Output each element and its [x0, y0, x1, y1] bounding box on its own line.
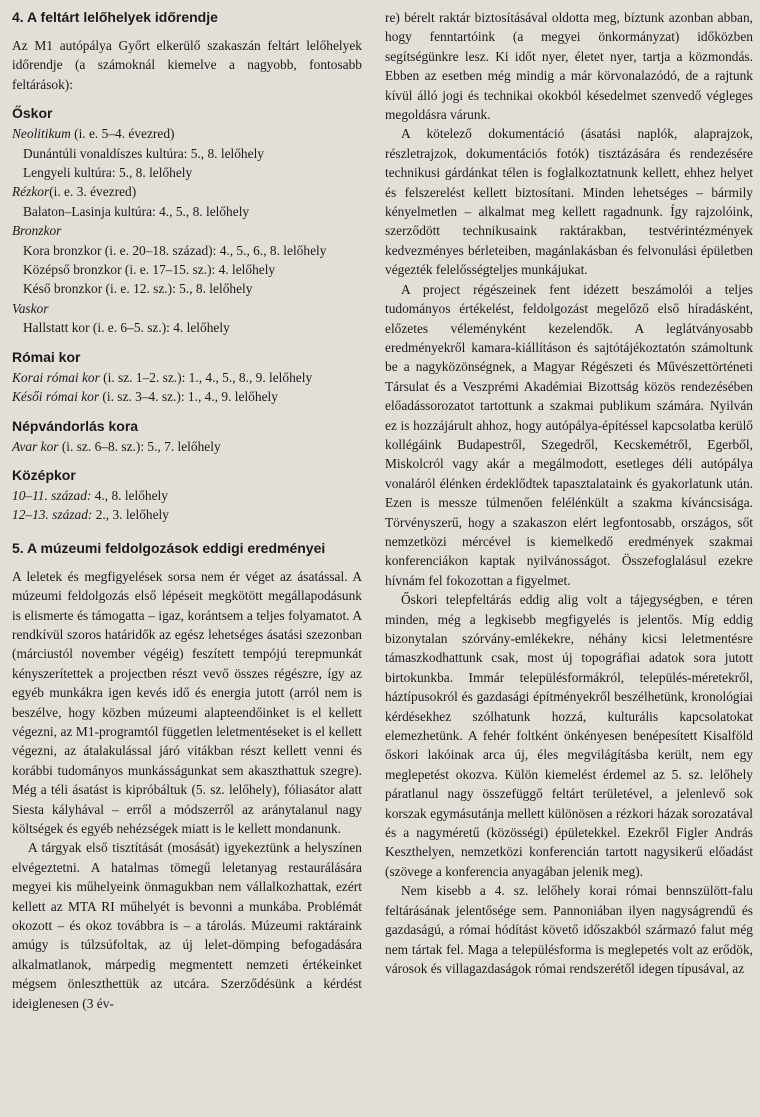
era-label: Korai római kor: [12, 369, 100, 385]
era-line: Avar kor (i. sz. 6–8. sz.): 5., 7. lelőhely: [12, 438, 221, 454]
culture-line: Késő bronzkor (i. e. 12. sz.): 5., 8. lelőhely: [23, 281, 253, 297]
era-label: 10–11. század:: [12, 487, 92, 503]
sec5-paragraph-2-cont: re) bérelt raktár biztosításával oldotta meg, bíztunk azonban abban, hogy fenntartóink (a megyei önkormányzat) időközben segítségünkre lesz. Ki időt nyer, életet nyer, tartja a közmondás. Ebben az esetben még mindig a már körvonalazódó, de a rajtunk kívül álló jogi és technikai okokból késedelmet szenvedő végleges megoldásra várunk.: [385, 10, 753, 123]
culture-line: Kora bronzkor (i. e. 20–18. század): 4., 5., 6., 8. lelőhely: [23, 242, 327, 258]
sec5-paragraph-6: Nem kisebb a 4. sz. lelőhely korai római bennszülött-falu feltárásának jelentősége sem. Pannoniában ilyen nagyságrendű és gazdaságú, a római hódítást követő időszakból származó falut még nem tártak fel. Maga a településforma is meglepetés volt az erődök, városok és villagazdaságok római rendszerétől idegen típusával, az: [385, 883, 753, 976]
culture-line: Középső bronzkor (i. e. 17–15. sz.): 4. lelőhely: [23, 262, 276, 278]
era-line: Neolitikum (i. e. 5–4. évezred): [12, 126, 175, 142]
sec5-paragraph-1: A leletek és megfigyelések sorsa nem ér véget az ásatással. A múzeumi feldolgozás első lépéseit megkötött megállapodásunk is elismerte és támogatta – igaz, korántsem a teljes folyamatot. A rendkívül szoros határidők az egész lehetséges ásatási szezonban (márciustól november végéig) feszített tempójú terepmunkát kényszerítettek a projectben részt vevő összes régészre, így az egyéb munkákra igen kevés idő és energia jutott (arról nem is beszélve, hogy közben múzeumi alapteendőinket is el kellett végezni, az M1-programtól független leletmentéseket is el kellett végezni, az átalakulással járó vitákban részt kellett venni és korábbi tudományos munkásságunkat sem akaszthattuk szegre). Még a téli ásatást is kipróbáltuk (5. sz. lelőhely), fóliasátor alatt Siesta kályhával – erről a módszerről az aránytalanul nagy költségek és egyéb nehézségek miatt is le kellett mondanunk.: [12, 568, 362, 836]
era-label: Rézkor: [12, 184, 50, 200]
era-label: Avar kor: [12, 438, 59, 454]
era-label: Vaskor: [12, 300, 49, 316]
culture-line: Dunántúli vonaldíszes kultúra: 5., 8. lelőhely: [23, 145, 264, 161]
section4-intro: Az M1 autópálya Győrt elkerülő szakaszán feltárt lelőhelyek időrendje (a számoknál kiemelve a nagyobb, fontosabb feltárások):: [12, 38, 362, 92]
culture-line: Balaton–Lasinja kultúra: 4., 5., 8. lelőhely: [23, 203, 250, 219]
era-line: [12, 299, 362, 318]
period-heading: Középkor: [12, 466, 76, 483]
sec5-paragraph-4: A project régészeinek fent idézett beszámolói a teljes tudományos értékelést, feldolgozást megelőző első híradásként, előzetes véleményként kezelendők. A leglátványosabb eredményekről kamara-kiállításon és sajtótájékoztatón számoltunk be a nagyközönségnek, a Magyar Régészeti és Művészettörténeti Társulat és a Veszprémi Akadémiai Bizottság közös rendezésében előadássorozatot tartottunk a szakmai publikum számára. Nyilván ez is hozzájárult ahhoz, hogy autópálya-építéssel kapcsolatba kerülő kollégáink Budapestről, Szegedről, Kecskemétről, Egerből, Miskolcról vagy akár a megálmodott, esetleges déli autópálya vonaláról élénken érdeklődtek tapasztalataink és gyakorlatunk után. Ezen is messze túlmenően felélénkült a szakma kíváncsisága. Törvényszerű, hogy a szakaszon elért legfontosabb, országos, sőt nemzetközi mércével is kiemelkedő eredmények szakmai konferenciákon kaptak nyilvánosságot. Összefoglalásul ezekre hívnám fel fokozottan a figyelmet.: [385, 281, 753, 588]
culture-line: Hallstatt kor (i. e. 6–5. sz.): 4. lelőhely: [23, 320, 230, 336]
culture-line: Lengyeli kultúra: 5., 8. lelőhely: [23, 165, 193, 181]
period-heading: Őskor: [12, 105, 53, 122]
section5-title: 5. A múzeumi feldolgozások eddigi eredményei: [12, 539, 326, 556]
section4-title: 4. A feltárt lelőhelyek időrendje: [12, 9, 218, 25]
sec5-paragraph-2-start: A tárgyak első tisztítását (mosását) igyekeztünk a helyszínen elvégeztetni. A hatalmas tömegű leletanyag restaurálására megyei kis műhelyeink önmagukban nem vállalkozhattak, ezért kellett az MTA RI műhelyét is bevonni a munkába. Problémát okozott – és okoz továbbra is – a tárolás. Múzeumi raktáraink amúgy is túlzsúfoltak, az új lelet-dömping befogadására alkalmatlanok, márpedig megmentett nemzeti értékeinket mégsem önleszthettük az utcára. Szerződésünk a kérdést ideiglenesen (3 év-: [12, 840, 362, 1011]
sec5-paragraph-5: Őskori telepfeltárás eddig alig volt a tájegységben, e téren minden, még a legkisebb megfigyelés is jelentős. Míg eddig bizonytalan szórvány-emlékekre, néhány kicsi leletmentésre támaszkodhattunk csak, most új topográfiai adatok sora jutott birtokunkba. Immár településformákról, település-méretekről, háztípusokról és gazdasági építményekről beszélhetünk, kronológiai kérdésekhez szólhatunk hozzá, kulturális kapcsolatokat elemezhetünk. A fehér foltként önkényesen benépesített Kisalföld őskori lakóinak arca új, éles megvilágításba került, nem egy meglepetést okozva. Külön kiemelést érdemel az 5. sz. lelőhely páratlanul nagy összefüggő feltárt területével, a jelenlevő sok korszak egymásutánja mellett különösen a rézkori házak sorozatával és a nagyméretű (közösségi) épületekkel. Ezekről Figler András Keszthelyen, nemzetközi konferencián tartott nagysikerű előadást (szövege a konferencia anyagában jelenik meg).: [385, 592, 753, 879]
left-column: [12, 8, 362, 1013]
era-line: [12, 221, 362, 240]
era-line: Rézkor(i. e. 3. évezred): [12, 184, 137, 200]
era-label: 12–13. század:: [12, 507, 93, 523]
era-line: 12–13. század: 2., 3. lelőhely: [12, 507, 169, 523]
era-label: Neolitikum: [12, 126, 71, 142]
period-heading: Népvándorlás kora: [12, 417, 139, 434]
era-label: Bronzkor: [12, 223, 62, 239]
era-label: Késői római kor: [12, 389, 100, 405]
era-line: Korai római kor (i. sz. 1–2. sz.): 1., 4., 5., 8., 9. lelőhely: [12, 369, 313, 385]
period-heading: Római kor: [12, 348, 81, 365]
right-column: [385, 8, 753, 978]
era-line: Késői római kor (i. sz. 3–4. sz.): 1., 4., 9. lelőhely: [12, 389, 278, 405]
era-line: 10–11. század: 4., 8. lelőhely: [12, 487, 168, 503]
section5: [12, 539, 362, 1013]
chronology-list: [12, 104, 362, 525]
sec5-paragraph-3: A kötelező dokumentáció (ásatási naplók, alaprajzok, részletrajzok, dokumentációs fotók) tisztázására és rendezésére technikusi gárdánkat télen is foglalkoztatnunk kellett, ehhez helyet és felszerelést kellett biztosítani. Minden lehetséges – bármily kényelmetlen – alkalmat meg kellett ragadnunk. Így rajzolóink, szerződött technikusaink raktárakban, testvérintézmények kedvezményes bérleteiben, magánlakásban és felvonulási épületben végezték felelősségteljes munkájukat.: [385, 126, 753, 278]
